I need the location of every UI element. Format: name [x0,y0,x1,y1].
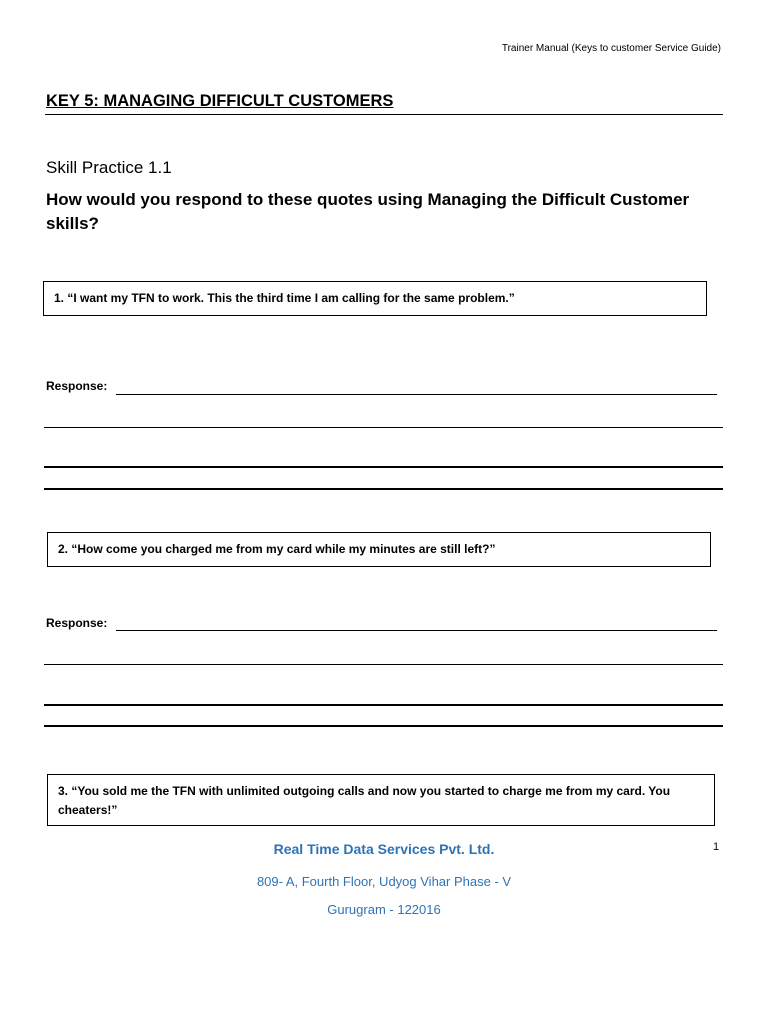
title-underline-rule [45,114,723,115]
footer-address-line1: 809- A, Fourth Floor, Udyog Vihar Phase - V [256,874,512,889]
response-line-1a[interactable] [116,394,717,395]
response-line-1c[interactable] [44,466,723,468]
page-number: 1 [713,841,720,853]
response-line-1b[interactable] [44,427,723,428]
page-header-note: Trainer Manual (Keys to customer Service Guide) [501,43,721,54]
skill-practice-heading: Skill Practice 1.1 [46,158,172,177]
response-label-2: Response: [46,616,108,630]
exercise-question: How would you respond to these quotes using Managing the Difficult Customer skills? [46,190,690,233]
response-label-1: Response: [46,379,108,393]
footer-company-name: Real Time Data Services Pvt. Ltd. [273,841,495,857]
response-line-2a[interactable] [116,630,717,631]
response-line-1d[interactable] [44,488,723,490]
footer-address-line2: Gurugram - 122016 [327,902,441,917]
quote-box-3: 3. “You sold me the TFN with unlimited outgoing calls and now you started to charge me from my card. You cheaters!” [47,774,715,826]
response-line-2b[interactable] [44,664,723,665]
quote-box-1: 1. “I want my TFN to work. This the third time I am calling for the same problem.” [43,281,707,316]
section-title: KEY 5: MANAGING DIFFICULT CUSTOMERS [46,92,394,110]
response-line-2d[interactable] [44,725,723,727]
quote-box-2: 2. “How come you charged me from my card while my minutes are still left?” [47,532,711,567]
response-line-2c[interactable] [44,704,723,706]
